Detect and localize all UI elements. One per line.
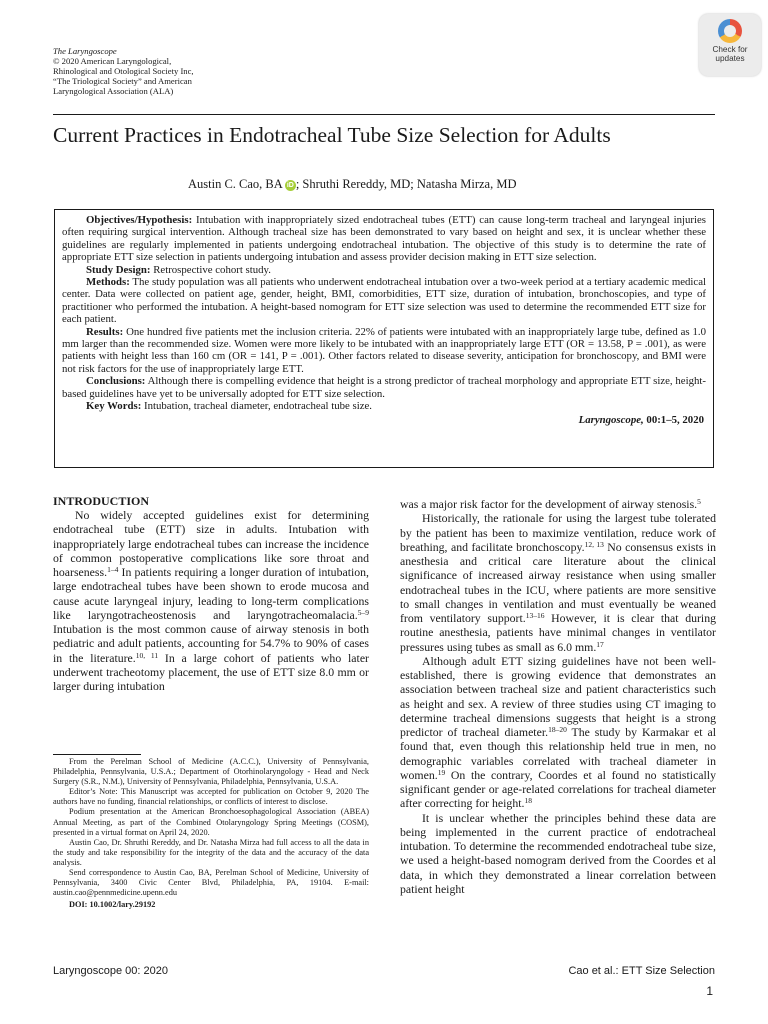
- footnote-divider: [53, 754, 141, 755]
- footer-journal: Laryngoscope 00: 2020: [53, 965, 168, 977]
- section-heading-introduction: INTRODUCTION: [53, 494, 150, 508]
- footnote-affiliation: From the Perelman School of Medicine (A.C.C.), University of Pennsylvania, Philadelphia, Pennsylvania, U.S.A.; Department of Otorhinolaryngology - Head and Neck Surgery (S.R., N.M.), University of Pennsylvania, Philadelphia, Pennsylvania, U.S.A.: [53, 757, 369, 787]
- society-line: Rhinological and Otological Society Inc,: [53, 66, 194, 76]
- doi-link[interactable]: DOI: 10.1002/lary.29192: [69, 900, 156, 910]
- footnote-correspondence: Send correspondence to Austin Cao, BA, Perelman School of Medicine, University of Pennsylvania, 3400 Civic Center Blvd, Philadelphia, PA, 19104. E-mail: austin.cao@pennmedicine.upenn.edu: [53, 868, 369, 898]
- footnotes: [53, 757, 369, 910]
- check-for-updates-button[interactable]: [699, 14, 761, 76]
- body-paragraph: It is unclear whether the principles behind these data are being implemented in the current practice of endotracheal intubation. To determine the recommended endotracheal tube size, we used a height-based nomogram derived from the Coordes et al data, in which they demonstrated a linear correlation between patient height: [400, 810, 716, 896]
- copyright-line: © 2020 American Laryngological,: [53, 56, 172, 66]
- check-for-updates-label: Check for updates: [712, 45, 748, 63]
- intro-paragraph: No widely accepted guidelines exist for determining endotracheal tube (ETT) size in adults. Intubation with inappropriately large endotracheal tubes can increase the incidence of common postoperative complications like sore throat and hoarseness.$^{1-4}$ In patients requiring a longer duration of intubation, large endotracheal tubes have been shown to erode mucosa and cause acute laryngeal injury, leading to long-term complications like laryngotracheostenosis and laryngotracheomalacia.$^{5-9}$ Intubation is the most common cause of airway stenosis in both pediatric and adult patients, accounting for 54.7% to 90% of cases in the literature.$^{10, 11}$ In a large cohort of patients who later underwent tracheotomy placement, the use of ETT size 8.0 mm or larger during intubation: [53, 508, 369, 693]
- footnote-podium: Podium presentation at the American Bronchoesophagological Association (ABEA) Annual Meeting, as part of the Combined Otolaryngology Spring Meetings (COSM), presented in a virtual format on April 24, 2020.: [53, 807, 369, 837]
- society-line: “The Triological Society” and American: [53, 76, 192, 86]
- abstract-methods: Methods: The study population was all patients who underwent endotracheal intubation over a two-week period at a tertiary academic medical center. Data were collected on patient age, gender, height, BMI, comorbidities, ETT size, duration of intubation, bronchoscopies, and type of practitioner who performed the intubation. A height-based nomogram for ETT size selection was used to determine the recommended ETT size for each patient.: [62, 276, 706, 326]
- footnote-data-access: Austin Cao, Dr. Shruthi Rereddy, and Dr. Natasha Mirza had full access to all the data in the study and take responsibility for the integrity of the data and the accuracy of the data analysis.: [53, 837, 369, 867]
- abstract-key-words: Key Words: Intubation, tracheal diameter, endotracheal tube size.: [86, 400, 372, 413]
- footer-running-title: Cao et al.: ETT Size Selection: [568, 965, 715, 977]
- journal-name: The Laryngoscope: [53, 46, 117, 56]
- article-title: Current Practices in Endotracheal Tube Size Selection for Adults: [53, 123, 611, 147]
- footnote-editor-note: Editor’s Note: This Manuscript was accepted for publication on October 9, 2020 The authors have no funding, financial relationships, or conflicts of interest to disclose.: [53, 787, 369, 807]
- right-column: [400, 497, 716, 896]
- abstract-box: [54, 209, 714, 468]
- body-paragraph: Although adult ETT sizing guidelines have not been well-established, there is growing evidence that demonstrates an association between tracheal size and patient characteristics such as height and sex. A review of three studies using CT imaging to determine tracheal dimensions suggests that height is a strong predictor of tracheal diameter.$^{18-20}$ The study by Karmakar et al found that, even though this relationship held true in men, no demographic variables correlated with tracheal diameter in women.$^{19}$ On the contrary, Coordes et al found no statistically significant gender or age-related correlations for tracheal diameter after correcting for height.$^{18}$: [400, 653, 716, 811]
- abstract-results: Results: One hundred five patients met the inclusion criteria. 22% of patients were intubated with an inappropriately large tube, defined as 1.0 mm larger than the recommended size. Women were more likely to be intubated with an inappropriately large ETT (OR = 13.58, P = .001), as were patients with height less than 160 cm (OR = 141, P = .001). Other factors related to disease severity, anticipation for bronchoscopy, and BMI were not risk factors for the use of inappropriately large ETT.: [62, 325, 706, 375]
- left-column: [53, 494, 369, 693]
- orcid-icon[interactable]: iD: [286, 182, 294, 189]
- header-divider: [53, 114, 715, 115]
- body-paragraph: Historically, the rationale for using the largest tube tolerated by the patient has been to maximize ventilation, reduce work of breathing, and facilitate bronchoscopy.$^{12, 13}$ No consensus exists in anesthesia and critical care literature about the clinical significance of increased airway resistance when using smaller endotracheal tubes in the ICU, where patients are more sensitive to small changes in ventilation and must eventually be weaned from ventilatory support.$^{13-16}$ However, it is clear that during routine anesthesia, patients have minimal changes in ventilator pressures using tubes as small as 6.0 mm.$^{17}$: [400, 511, 716, 654]
- journal-info: [53, 46, 194, 96]
- author-list: [188, 177, 517, 192]
- author-names-rest: ; Shruthi Rereddy, MD; Natasha Mirza, MD: [295, 177, 517, 191]
- journal-citation: Laryngoscope, 00:1–5, 2020: [578, 413, 704, 426]
- abstract-study-design: Study Design: Retrospective cohort study.: [86, 263, 271, 276]
- author-name: Austin C. Cao, BA: [188, 177, 283, 191]
- crossmark-icon: [718, 19, 742, 43]
- abstract-conclusions: Conclusions: Although there is compelling evidence that height is a strong predictor of tracheal morphology and appropriate ETT size, height-based guidelines have yet to be universally adopted for ETT size selection.: [62, 375, 706, 400]
- page-number: 1: [706, 984, 713, 998]
- abstract-objectives: Objectives/Hypothesis: Intubation with inappropriately sized endotracheal tubes (ETT) can cause long-term tracheal and laryngeal injuries often requiring surgical intervention. Although tracheal size has been demonstrated to vary based on height and sex, it is unclear whether these guidelines are regularly implemented in patients undergoing endotracheal intubation. The objective of this study is to determine the rate of appropriate ETT size selection in patients undergoing intubation and assess provider decision making in ETT size selection.: [62, 214, 706, 264]
- body-paragraph: was a major risk factor for the development of airway stenosis.$^5$: [400, 497, 701, 511]
- society-line: Laryngological Association (ALA): [53, 86, 174, 96]
